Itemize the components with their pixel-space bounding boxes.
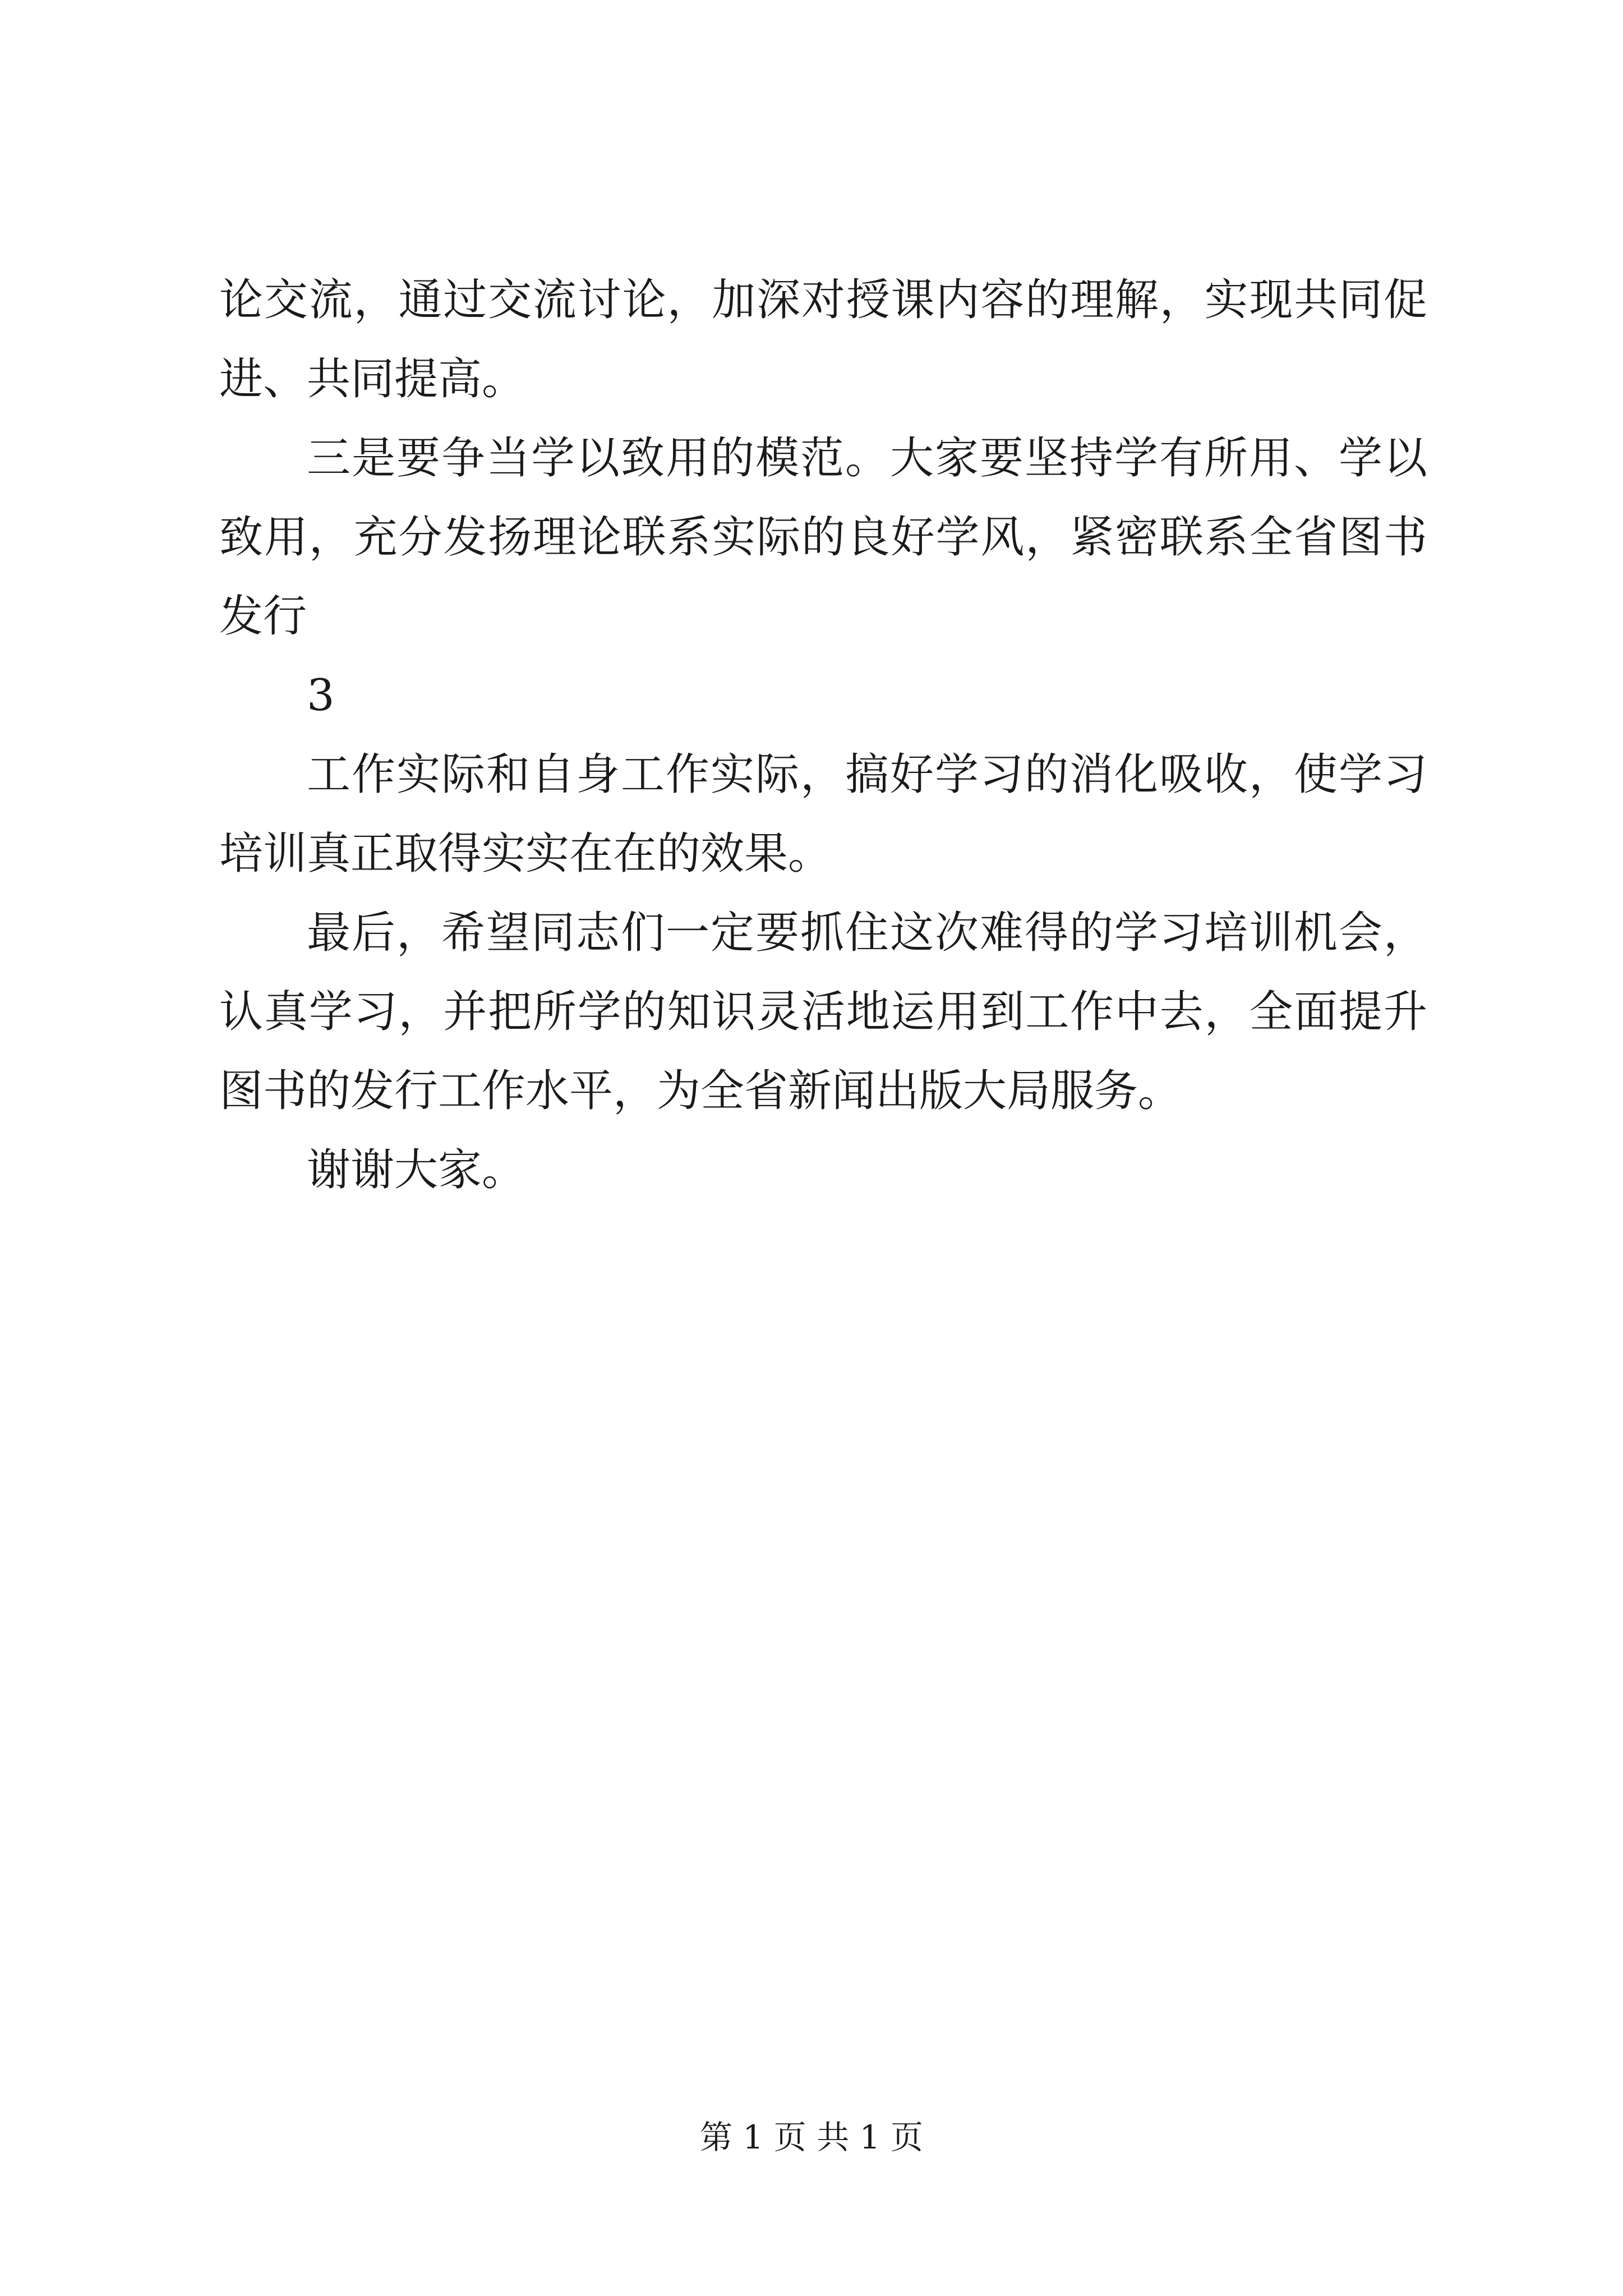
paragraph-work-practice: 工作实际和自身工作实际，搞好学习的消化吸收，使学习培训真正取得实实在在的效果。 [219, 749, 1427, 879]
document-body [219, 261, 1427, 1210]
page-number-marker: 3 [307, 670, 335, 721]
paragraph-closing-hope: 最后，希望同志们一定要抓住这次难得的学习培训机会，认真学习，并把所学的知识灵活地运用到工作中去，全面提升图书的发行工作水平，为全省新闻出版大局服务。 [219, 908, 1427, 1116]
paragraph-third-point: 三是要争当学以致用的模范。大家要坚持学有所用、学以致用，充分发扬理论联系实际的良好学风，紧密联系全省图书发行 [219, 433, 1427, 642]
paragraph-continued: 论交流，通过交流讨论，加深对授课内容的理解，实现共同促进、共同提高。 [219, 275, 1427, 404]
paragraph-thanks: 谢谢大家。 [307, 1145, 526, 1195]
page-footer: 第 1 页 共 1 页 [700, 2118, 923, 2156]
